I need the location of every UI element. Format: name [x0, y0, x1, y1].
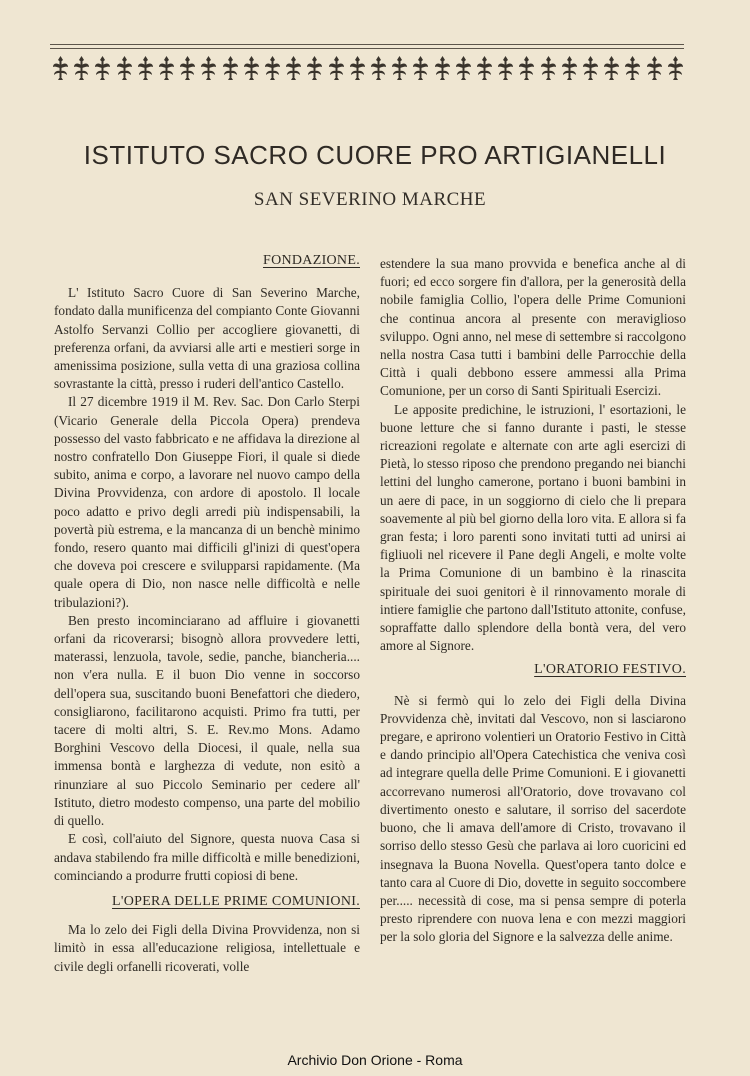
fleur-cross-ornament-icon — [285, 56, 302, 80]
paragraph: Ma lo zelo dei Figli della Divina Provvidenza, non si limitò in essa all'educazione religiosa, intellettuale e civile degli orfanelli ricoverati, volle — [54, 922, 360, 974]
fleur-cross-ornament-icon — [222, 56, 239, 80]
fleur-cross-ornament-icon — [561, 56, 578, 80]
fleur-cross-ornament-icon — [497, 56, 514, 80]
fleur-cross-ornament-icon — [328, 56, 345, 80]
paragraph: Nè si fermò qui lo zelo dei Figli della Divina Provvidenza chè, invitati dal Vescovo, non si lasciarono pregare, e aprirono volentieri un Oratorio Festivo in Città e dando principio all'Opera Catechistica che veniva così ad integrare quella delle Prime Comunioni. E i giovanetti accorrevano numerosi all'Oratorio, dove trovavano col divertimento onesto e salutare, il sorriso del sacerdote buono, che li amava dell'amore di Cristo, trovavano il sorriso dello stesso Gesù che parlava ai loro cuoricini ed insegnava la Buona Novella. Quest'opera tanto dolce e tanto cara al Cuore di Dio, dovette in seguito soccombere per..... necessità di cose, ma si pensa sempre di poterla presto riprendere con nuova lena e con mezzi maggiori per la solo gloria del Signore e la salvezza delle anime. — [380, 692, 686, 945]
fleur-cross-ornament-icon — [264, 56, 281, 80]
paragraph: L' Istituto Sacro Cuore di San Severino Marche, fondato dalla munificenza del compianto Conte Giovanni Astolfo Servanzi Collio per accogliere giovanetti, di preferenza orfani, da avviarsi alle arti e mestieri sorge in amenissima posizione, sulla vetta di una graziosa collina sovrastante la città, presso i ruderi dell'antico Castello. — [54, 285, 360, 392]
fleur-cross-ornament-icon — [540, 56, 557, 80]
paragraph: Le apposite predichine, le istruzioni, l' esortazioni, le buone letture che si fanno durante i pasti, le stesse ricreazioni regolate e alternate con arte agli esercizi di Pietà, lo stesso riposo che prendono pregando nei bianchi lettini del lungho camerone, portano i buoni bambini in un aere di pace, in un soggiorno di cielo che li prepara soavemente al più bel giorno della loro vita. E allora si fa gran festa; i loro parenti sono invitati tutti ad unirsi ai figliuoli nel ricevere il Pane degli Angeli, e molte volte la Prima Comunione di un bambino è la rinascita spirituale dei suoi genitori è il rinnovamento morale di intiere famiglie che partono dall'Istituto attonite, confuse, sopraffatte dallo splendore della bontà vera, del vero amore al Signore. — [380, 401, 686, 654]
fleur-cross-ornament-icon — [455, 56, 472, 80]
fleur-cross-ornament-icon — [434, 56, 451, 80]
left-column — [54, 252, 360, 976]
fleur-cross-ornament-icon — [306, 56, 323, 80]
fleur-cross-ornament-icon — [349, 56, 366, 80]
page-title: ISTITUTO SACRO CUORE PRO ARTIGIANELLI — [83, 140, 667, 170]
fleur-cross-ornament-icon — [94, 56, 111, 80]
fleur-cross-ornament-icon — [179, 56, 196, 80]
fleur-cross-ornament-icon — [137, 56, 154, 80]
fleur-cross-ornament-icon — [158, 56, 175, 80]
fleur-cross-ornament-icon — [116, 56, 133, 80]
fleur-cross-ornament-icon — [603, 56, 620, 80]
section-heading-fondazione: FONDAZIONE. — [262, 253, 360, 268]
fleur-cross-ornament-icon — [518, 56, 535, 80]
ornament-border — [52, 54, 684, 82]
fleur-cross-ornament-icon — [476, 56, 493, 80]
section-heading-oratorio: L'ORATORIO FESTIVO. — [534, 662, 686, 678]
fleur-cross-ornament-icon — [200, 56, 217, 80]
paragraph: estendere la sua mano provvida e benefica anche al di fuori; ed ecco sorgere fin d'allora, per la generosità della nobile famiglia Collio, l'opera delle Prime Comunioni che continua ancora al presente con meraviglioso sviluppo. Ogni anno, nel mese di settembre si raccolgono nella nostra Casa tutti i bambini delle Parrocchie della Città i quali debbono essere ammessi alla Prima Comunione, per un corso di Santi Spirituali Esercizi. — [380, 256, 686, 399]
fleur-cross-ornament-icon — [412, 56, 429, 80]
fleur-cross-ornament-icon — [391, 56, 408, 80]
archive-footer: Archivio Don Orione - Roma — [287, 1052, 463, 1068]
right-column — [380, 255, 686, 947]
top-rule-inner — [50, 48, 684, 49]
fleur-cross-ornament-icon — [370, 56, 387, 80]
section-heading-prime-comunioni: L'OPERA DELLE PRIME COMUNIONI. — [112, 893, 360, 909]
fleur-cross-ornament-icon — [73, 56, 90, 80]
paragraph: Ben presto incominciarano ad affluire i giovanetti orfani da ricoverarsi; bisognò allora provvedere letti, materassi, lenzuola, tavole, sedie, panche, biancheria.... non v'era nulla. E il buon Dio venne in soccorso dell'opera sua, suscitando buoni Benefattori che diedero, consigliarono, facilitarono acquisti. Primo fra tutti, per tacere di molti altri, S. E. Rev.mo Mons. Adamo Borghini Vescovo della Diocesi, il quale, nella sua immensa bontà e larghezza di vedute, non esitò a rinunziare al suo Piccolo Seminario per cedere all' Istituto, dietro modesto compenso, una parte del mobilio di quello. — [54, 612, 360, 829]
page-subtitle: SAN SEVERINO MARCHE — [253, 189, 487, 210]
top-rule — [50, 44, 684, 45]
fleur-cross-ornament-icon — [624, 56, 641, 80]
paragraph: E così, coll'aiuto del Signore, questa nuova Casa si andava stabilendo fra mille difficoltà e mille benedizioni, cominciando a produrre frutti copiosi di bene. — [54, 831, 360, 883]
fleur-cross-ornament-icon — [52, 56, 69, 80]
fleur-cross-ornament-icon — [243, 56, 260, 80]
fleur-cross-ornament-icon — [667, 56, 684, 80]
fleur-cross-ornament-icon — [646, 56, 663, 80]
paragraph: Il 27 dicembre 1919 il M. Rev. Sac. Don Carlo Sterpi (Vicario Generale della Piccola Opera) prendeva possesso del vasto fabbricato e ne affidava la direzione al nostro confratello Don Giuseppe Fiori, il quale si diede subito, anima e corpo, a lavorare nel nuovo campo della Divina Provvidenza, con ardore di apostolo. Il locale poco adatto e privo degli arredi più indispensabili, la povertà più estrema, e la mancanza di un benchè minimo fondo, resero quanto mai difficili gl'inizi di quest'opera che doveva poi crescere e svilupparsi rapidamente. (Ma quale opera di Dio, non nasce nelle difficoltà e nelle tribulazioni?). — [54, 394, 360, 610]
fleur-cross-ornament-icon — [582, 56, 599, 80]
